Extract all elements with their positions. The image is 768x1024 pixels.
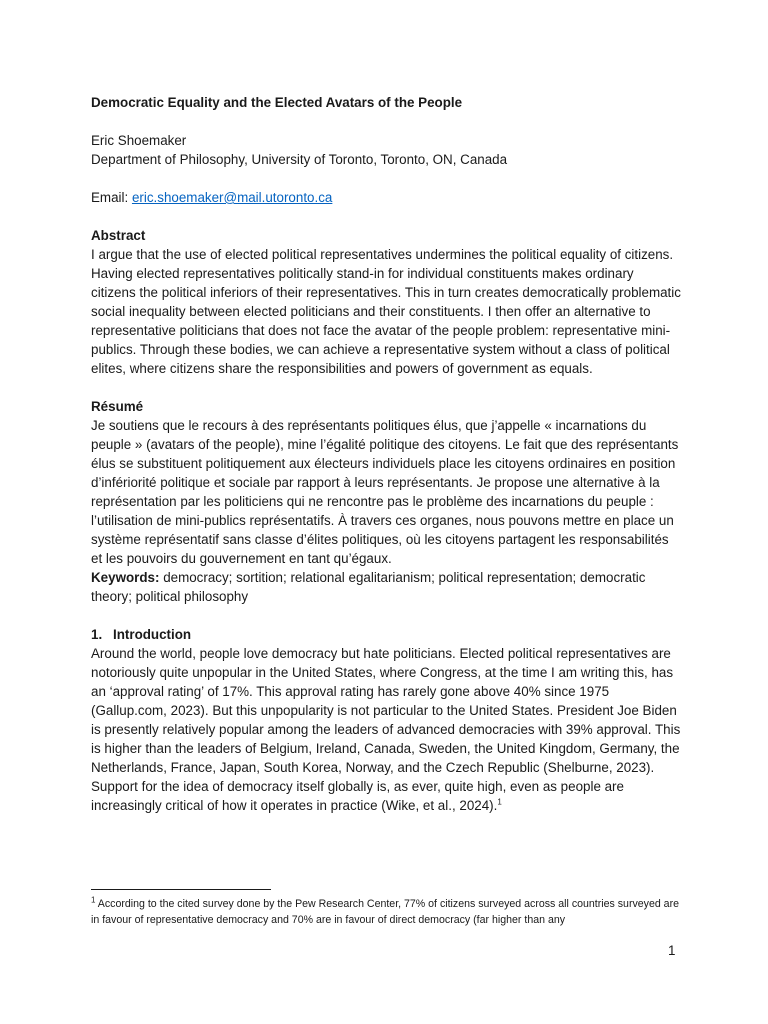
section-heading-introduction <box>91 625 681 644</box>
introduction-text <box>91 644 681 815</box>
resume-heading: Résumé <box>91 399 144 414</box>
author-affiliation: Department of Philosophy, University of Toronto, Toronto, ON, Canada <box>91 152 508 167</box>
keywords-text: democracy; sortition; relational egalitarianism; political representation; democratic theory; political philosophy <box>91 570 646 604</box>
keywords-label: Keywords: <box>91 570 160 585</box>
email-label: Email: <box>91 190 129 205</box>
section-number: 1. <box>91 627 103 642</box>
footnote-divider <box>91 889 271 890</box>
keywords-line <box>91 568 681 606</box>
introduction-body: Around the world, people love democracy but hate politicians. Elected political representatives are notoriously quite unpopular in the United States, where Congress, at the time I am writing this, has an ‘approval rating’ of 17%. This approval rating has rarely gone above 40% since 1975 (Gallup.com, 2023). But this unpopularity is not particular to the United States. President Joe Biden is presently relatively popular among the leaders of advanced democracies with 39% approval. This is higher than the leaders of Belgium, Ireland, Canada, Sweden, the United Kingdom, Germany, the Netherlands, France, Japan, South Korea, Norway, and the Czech Republic (Shelburne, 2023). Support for the idea of democracy itself globally is, as ever, quite high, even as people are increasingly critical of how it operates in practice (Wike, et al., 2024). <box>91 646 681 813</box>
footnote-text: According to the cited survey done by the Pew Research Center, 77% of citizens surveyed across all countries surveyed are in favour of representative democracy and 70% are in favour of direct democracy (far higher than any <box>91 898 679 926</box>
footnote-marker: 1 <box>91 895 96 905</box>
footnote <box>91 896 681 928</box>
email-line <box>91 188 681 207</box>
abstract-text: I argue that the use of elected political representatives undermines the political equality of citizens. Having elected representatives politically stand-in for individual constituents makes ordinary citizens the political inferiors of their representatives. This in turn creates democratically problematic social inequality between elected politicians and their constituents. I then offer an alternative to representative politicians that does not face the avatar of the people problem: representative mini-publics. Through these bodies, we can achieve a representative system without a class of political elites, where citizens share the responsibilities and powers of government as equals. <box>91 247 681 376</box>
paper-title: Democratic Equality and the Elected Avatars of the People <box>91 95 463 110</box>
author-name: Eric Shoemaker <box>91 133 187 148</box>
page-body <box>91 93 681 815</box>
resume-text: Je soutiens que le recours à des représentants politiques élus, que j’appelle « incarnations du peuple » (avatars of the people), mine l’égalité politique des citoyens. Le fait que des représentants élus se substituent politiquement aux électeurs individuels place les citoyens ordinaires en position d’infériorité politique et sociale par rapport à leurs représentants. Je propose une alternative à la représentation par les politiciens qui ne rencontre pas le problème des incarnations du peuple : l’utilisation de mini-publics représentatifs. À travers ces organes, nous pouvons mettre en place un système représentatif sans classe d’élites politiques, où les citoyens partagent les responsabilités et les pouvoirs du gouvernement en tant qu’égaux. <box>91 418 679 566</box>
abstract-heading: Abstract <box>91 228 146 243</box>
email-link[interactable]: eric.shoemaker@mail.utoronto.ca <box>131 190 333 205</box>
footnote-reference[interactable]: 1 <box>497 797 502 807</box>
section-title: Introduction <box>113 627 192 642</box>
page-number: 1 <box>668 943 676 958</box>
